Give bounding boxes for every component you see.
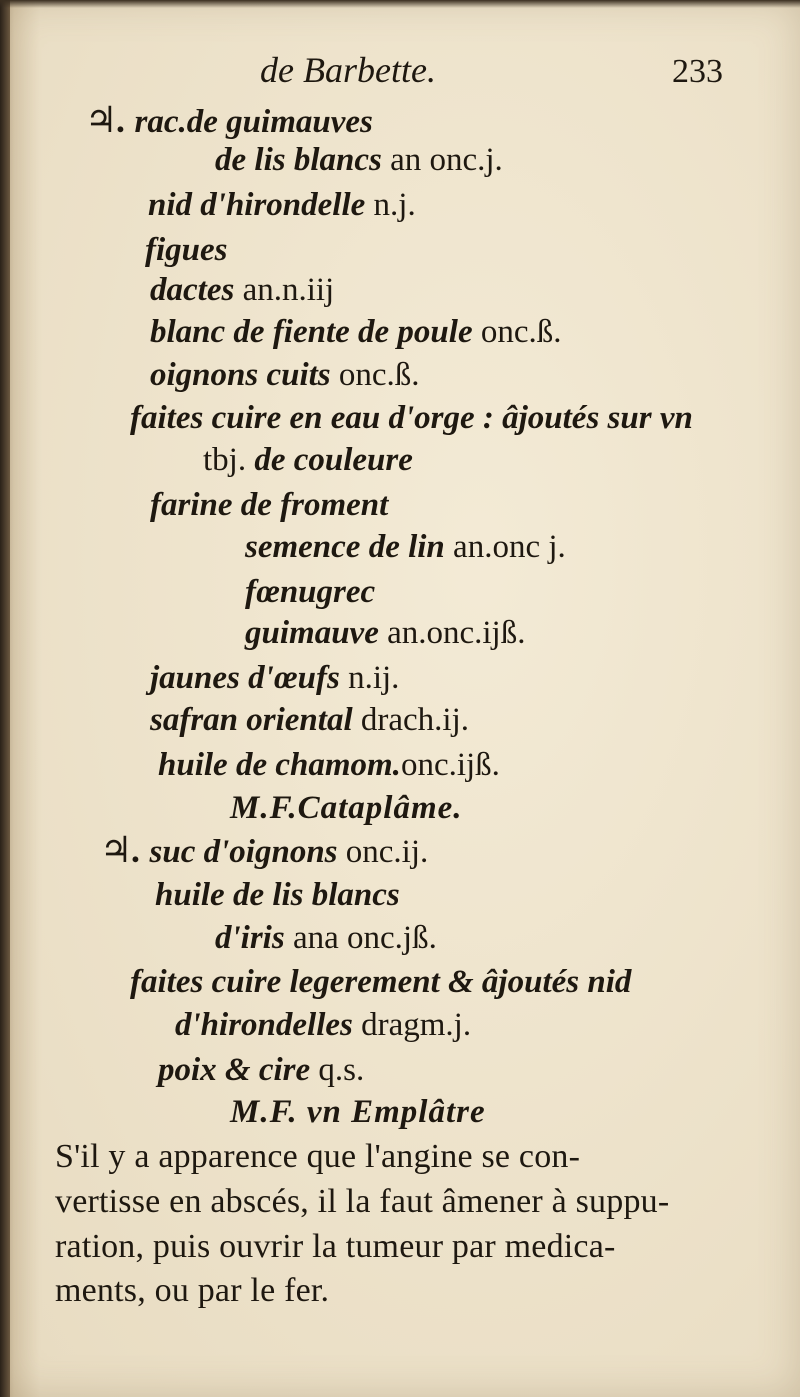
- ingredient-name: nid d'hirondelle: [148, 187, 366, 223]
- ingredient-name: d'iris: [215, 920, 285, 956]
- ingredient-quantity: drach.ij.: [352, 702, 469, 738]
- recipe-line: [158, 1050, 364, 1090]
- instruction-text: faites cuire en eau d'orge : âjoutés sur vn: [130, 400, 693, 436]
- recipe-line: [150, 312, 562, 352]
- recipe-line: [130, 962, 631, 1002]
- ingredient-name: figues: [145, 232, 228, 268]
- ingredient-name: de lis blancs: [215, 142, 382, 178]
- recipe-symbol: ♃.: [85, 100, 127, 140]
- ingredient-name: dactes: [150, 272, 235, 308]
- recipe-line: [155, 875, 400, 915]
- ingredient-name: rac.de guimauves: [134, 104, 373, 140]
- recipe-line: [203, 440, 413, 480]
- ingredient-quantity: n.j.: [365, 187, 416, 223]
- ingredient-name: oignons cuits: [150, 357, 331, 393]
- recipe-line: [145, 230, 228, 270]
- recipe-line: [245, 613, 525, 653]
- prose-line: ration, puis ouvrir la tumeur par medica-: [55, 1228, 616, 1265]
- recipe-line: [245, 527, 566, 567]
- recipe-title: M.F.Cataplâme.: [230, 790, 463, 826]
- recipe-line: [150, 355, 420, 395]
- ingredient-name: blanc de fiente de poule: [150, 314, 473, 350]
- page-top-edge: [0, 0, 800, 8]
- recipe-line: [150, 700, 469, 740]
- ingredient-quantity: onc.ß.: [472, 314, 562, 350]
- recipe-line: [130, 398, 693, 438]
- recipe-line: [100, 830, 428, 872]
- ingredient-quantity: n.ij.: [339, 660, 400, 696]
- ingredient-quantity: onc.ß.: [330, 357, 420, 393]
- ingredient-name: suc d'oignons: [149, 834, 338, 870]
- recipe-line: [150, 270, 334, 310]
- ingredient-name: huile de chamom.: [158, 747, 401, 783]
- recipe-line: [150, 658, 399, 698]
- ingredient-name: safran oriental: [150, 702, 353, 738]
- ingredient-quantity: dragm.j.: [352, 1007, 472, 1043]
- ingredient-name: fœnugrec: [245, 574, 376, 610]
- recipe-line: [245, 572, 375, 612]
- prose-line: vertisse en abscés, il la faut âmener à suppu-: [55, 1183, 670, 1220]
- ingredient-name: huile de lis blancs: [155, 877, 400, 913]
- ingredient-quantity: an.onc j.: [444, 529, 566, 565]
- recipe-line: [158, 745, 500, 785]
- prose-line: S'il y a apparence que l'angine se con-: [55, 1138, 581, 1175]
- ingredient-name: poix & cire: [158, 1052, 311, 1088]
- book-spine-shadow: [0, 0, 10, 1397]
- ingredient-name: farine de froment: [150, 487, 389, 523]
- ingredient-quantity: onc.ij.: [337, 834, 429, 870]
- ingredient-quantity: q.s.: [310, 1052, 365, 1088]
- ingredient-quantity: ana onc.jß.: [284, 920, 437, 956]
- ingredient-name: guimauve: [245, 615, 379, 651]
- recipe-symbol: ♃.: [100, 830, 142, 870]
- recipe-line: [215, 918, 437, 958]
- recipe-line: [85, 100, 373, 142]
- ingredient-name: jaunes d'œufs: [150, 660, 340, 696]
- ingredient-name: de couleure: [246, 442, 413, 478]
- ingredient-name: d'hirondelles: [175, 1007, 353, 1043]
- prose-line: ments, ou par le fer.: [55, 1272, 330, 1309]
- ingredient-quantity: an.n.iij: [234, 272, 335, 308]
- recipe-line: [148, 185, 416, 225]
- ingredient-name: semence de lin: [245, 529, 445, 565]
- recipe-line: [215, 140, 503, 180]
- recipe-line: [150, 485, 388, 525]
- recipe-line: [175, 1005, 471, 1045]
- page-number: 233: [672, 53, 723, 90]
- ingredient-quantity: an.onc.ijß.: [378, 615, 526, 651]
- instruction-text: faites cuire legerement & âjoutés nid: [130, 964, 632, 1000]
- ingredient-quantity: onc.ijß.: [400, 747, 500, 783]
- ingredient-quantity: an onc.j.: [381, 142, 503, 178]
- ingredient-quantity: tbj.: [203, 442, 247, 478]
- recipe-title: M.F. vn Emplâtre: [230, 1094, 486, 1130]
- running-title: de Barbette.: [260, 50, 436, 90]
